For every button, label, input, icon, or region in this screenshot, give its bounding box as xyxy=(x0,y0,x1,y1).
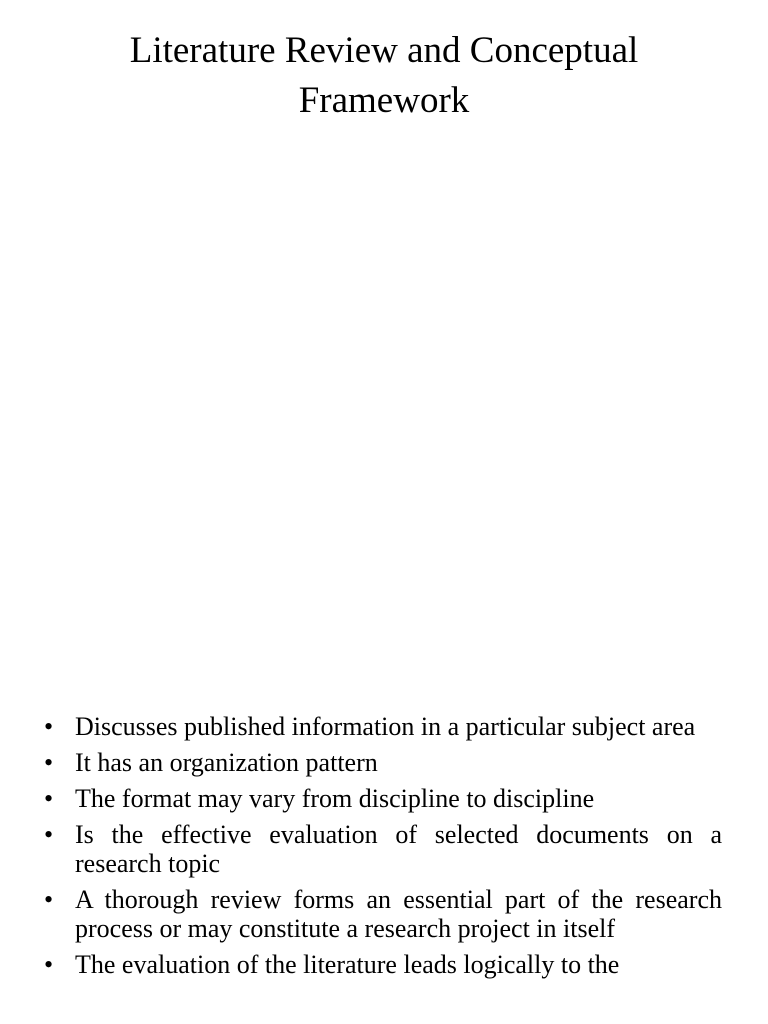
bullet-text: The format may vary from discipline to discipline xyxy=(75,784,595,813)
bullet-item-1 xyxy=(40,712,722,741)
title-line-1: Literature Review and Conceptual xyxy=(129,30,639,71)
bullet-dot-icon: • xyxy=(44,748,54,777)
bullet-text: Is the effective evaluation of selected documents on a research topic xyxy=(75,820,722,878)
bullet-text: It has an organization pattern xyxy=(75,748,378,777)
bullet-dot-icon: • xyxy=(44,950,54,979)
bullet-dot-icon: • xyxy=(44,712,54,741)
bullet-list xyxy=(40,712,722,986)
bullet-dot-icon: • xyxy=(44,820,54,849)
title-line-2: Framework xyxy=(298,80,470,121)
bullet-item-2 xyxy=(40,748,722,777)
bullet-item-6 xyxy=(40,950,722,979)
bullet-item-3 xyxy=(40,784,722,813)
bullet-dot-icon: • xyxy=(44,784,54,813)
bullet-text: Discusses published information in a particular subject area xyxy=(75,712,696,741)
bullet-text: The evaluation of the literature leads logically to the xyxy=(75,950,620,979)
bullet-item-5 xyxy=(40,885,722,943)
bullet-dot-icon: • xyxy=(44,885,54,914)
page-title xyxy=(40,26,728,126)
bullet-item-4 xyxy=(40,820,722,878)
bullet-text: A thorough review forms an essential part of the research process or may constitute a research project in itself xyxy=(75,885,722,943)
